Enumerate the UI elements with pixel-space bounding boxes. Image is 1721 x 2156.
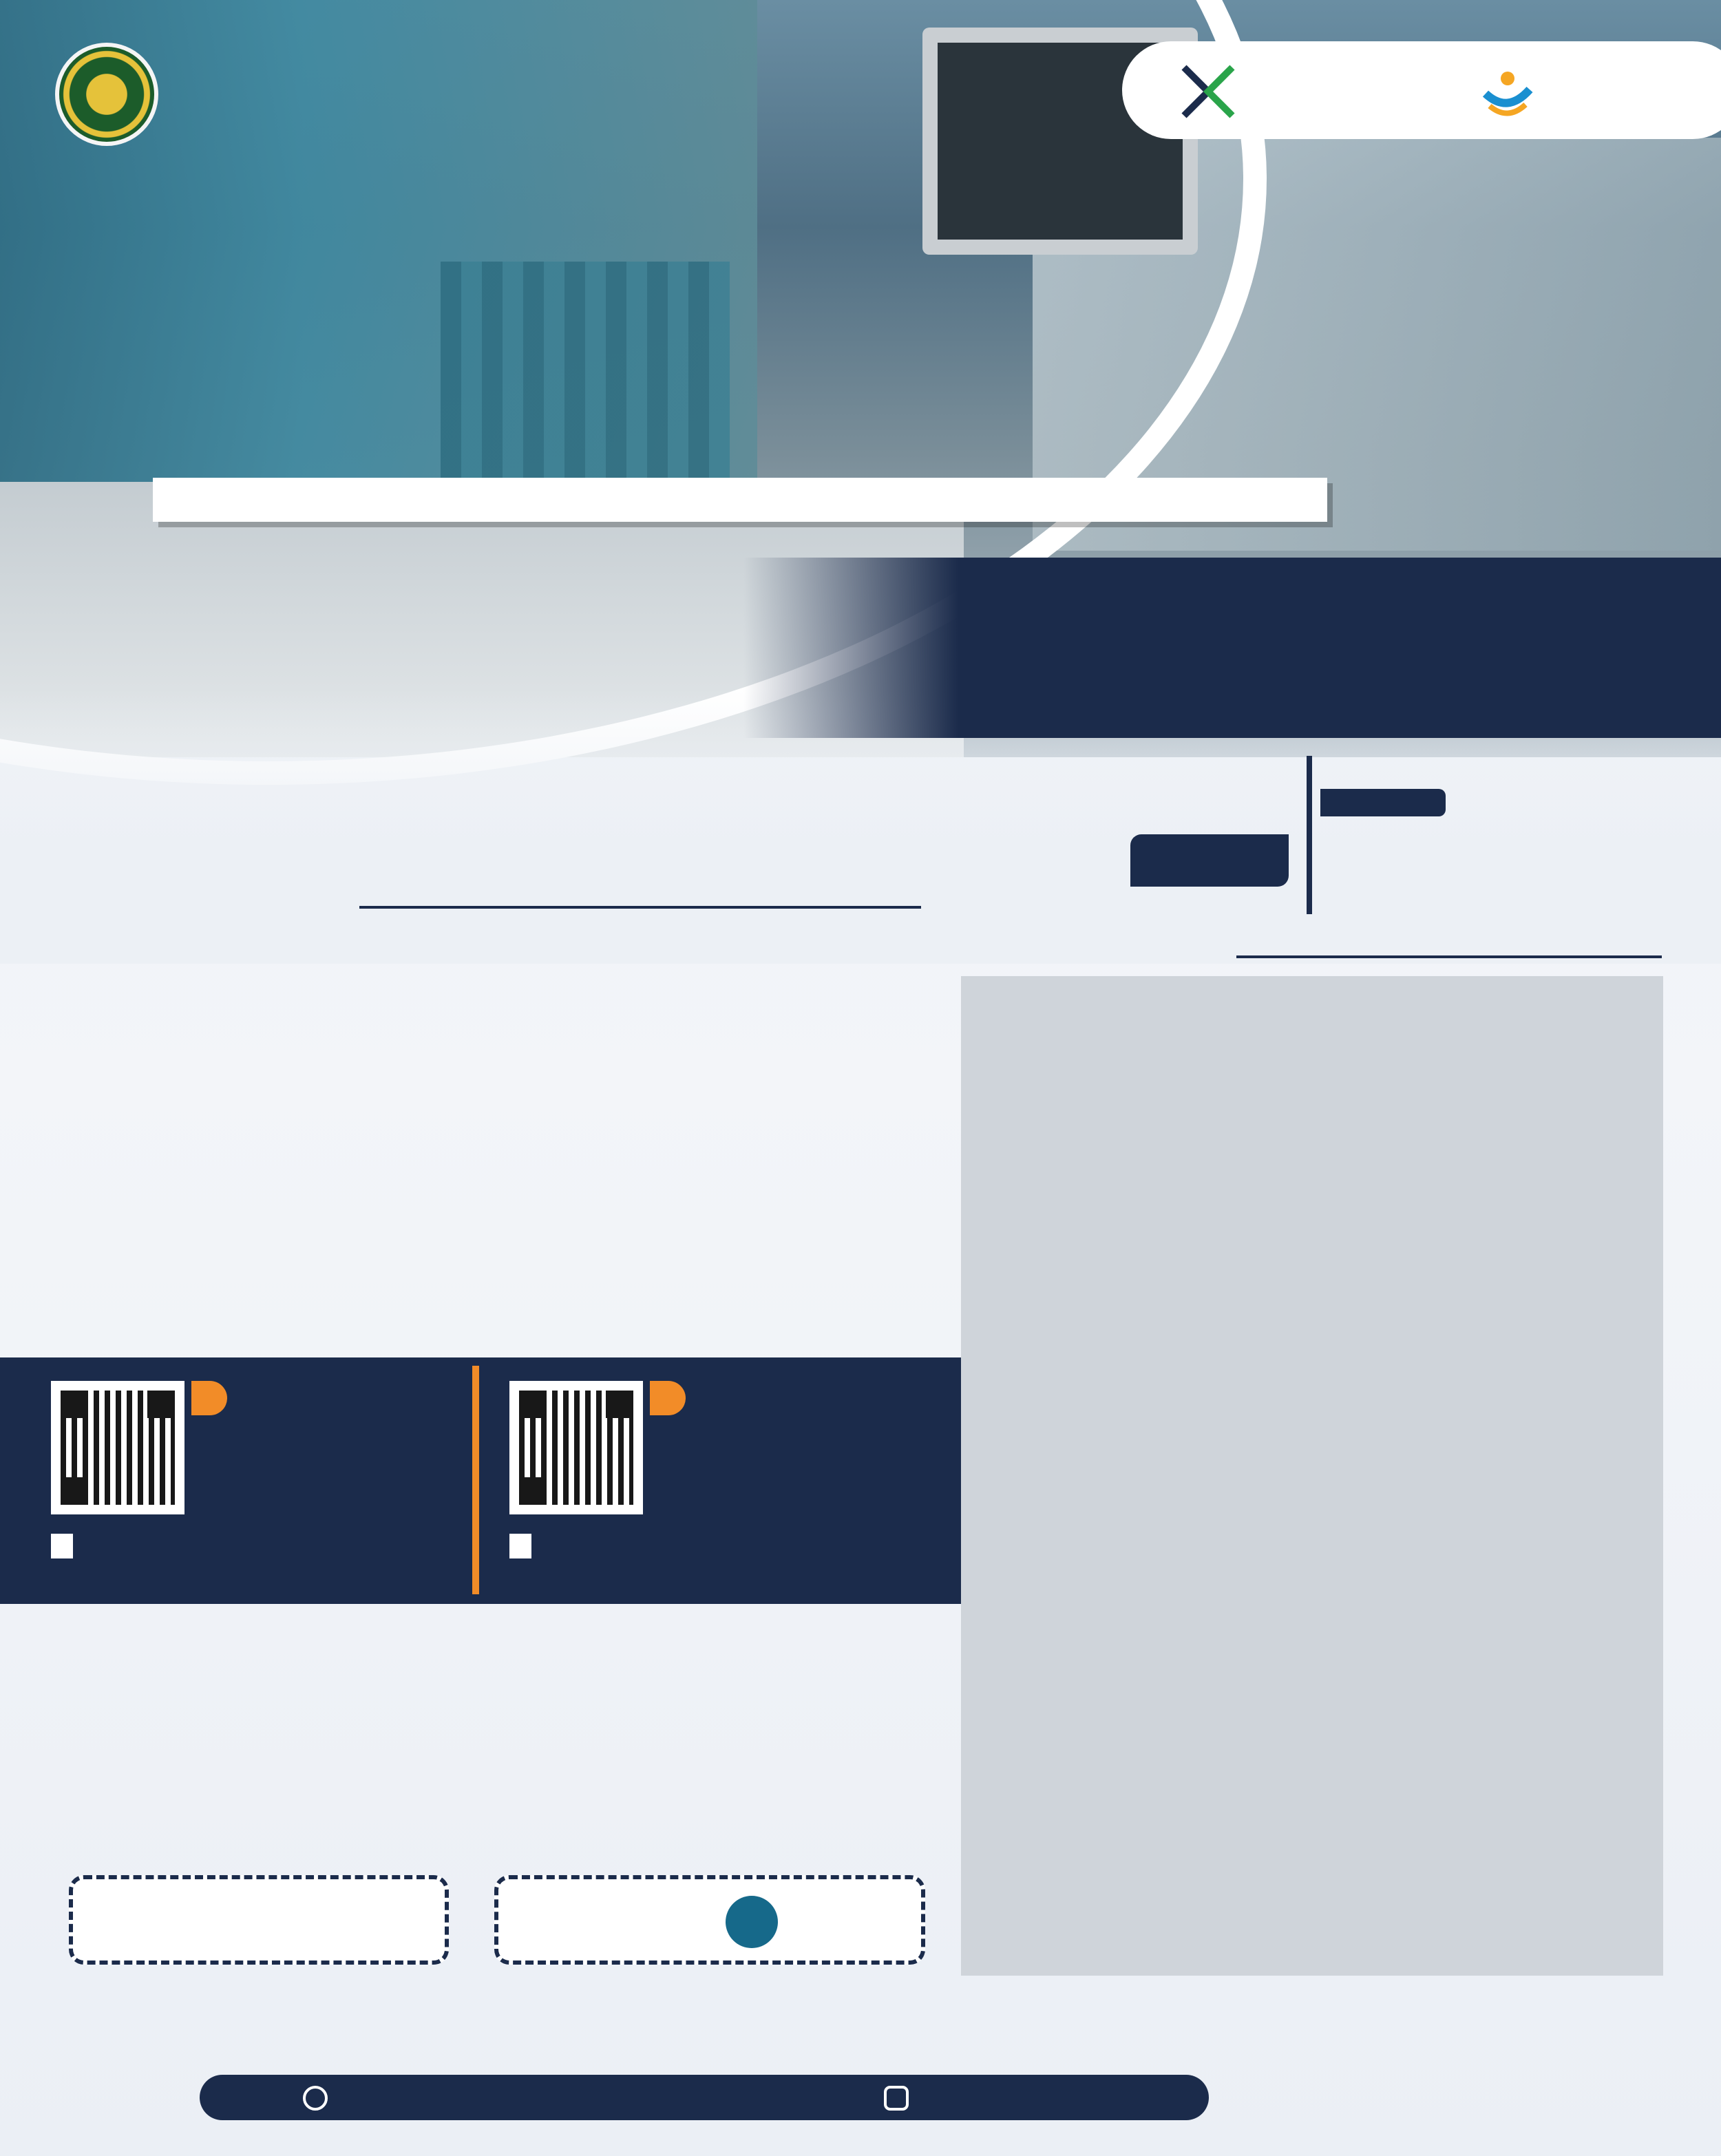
deadline-box <box>69 1875 449 1965</box>
theme-banner <box>743 558 1721 738</box>
conference-full-name <box>153 478 1327 522</box>
usu-logo <box>55 43 158 146</box>
step2-link-label <box>509 1534 531 1558</box>
step2-badge <box>650 1381 686 1415</box>
step1-link-label <box>51 1534 73 1558</box>
indexing-box <box>494 1875 925 1965</box>
globe-icon <box>303 2086 328 2111</box>
step1-badge <box>191 1381 227 1415</box>
event-year <box>1130 834 1289 887</box>
fee-table <box>961 976 1663 1976</box>
qr-code-step1[interactable] <box>51 1381 184 1514</box>
partner-logos <box>1122 41 1721 139</box>
transformation-icon <box>1177 61 1239 123</box>
qr-code-step2[interactable] <box>509 1381 643 1514</box>
follow-bar <box>200 2075 1209 2120</box>
diktisaintek-icon <box>1480 66 1535 121</box>
sinta-icon <box>726 1896 778 1948</box>
location-label <box>1320 789 1446 816</box>
instagram-icon <box>884 2086 909 2111</box>
